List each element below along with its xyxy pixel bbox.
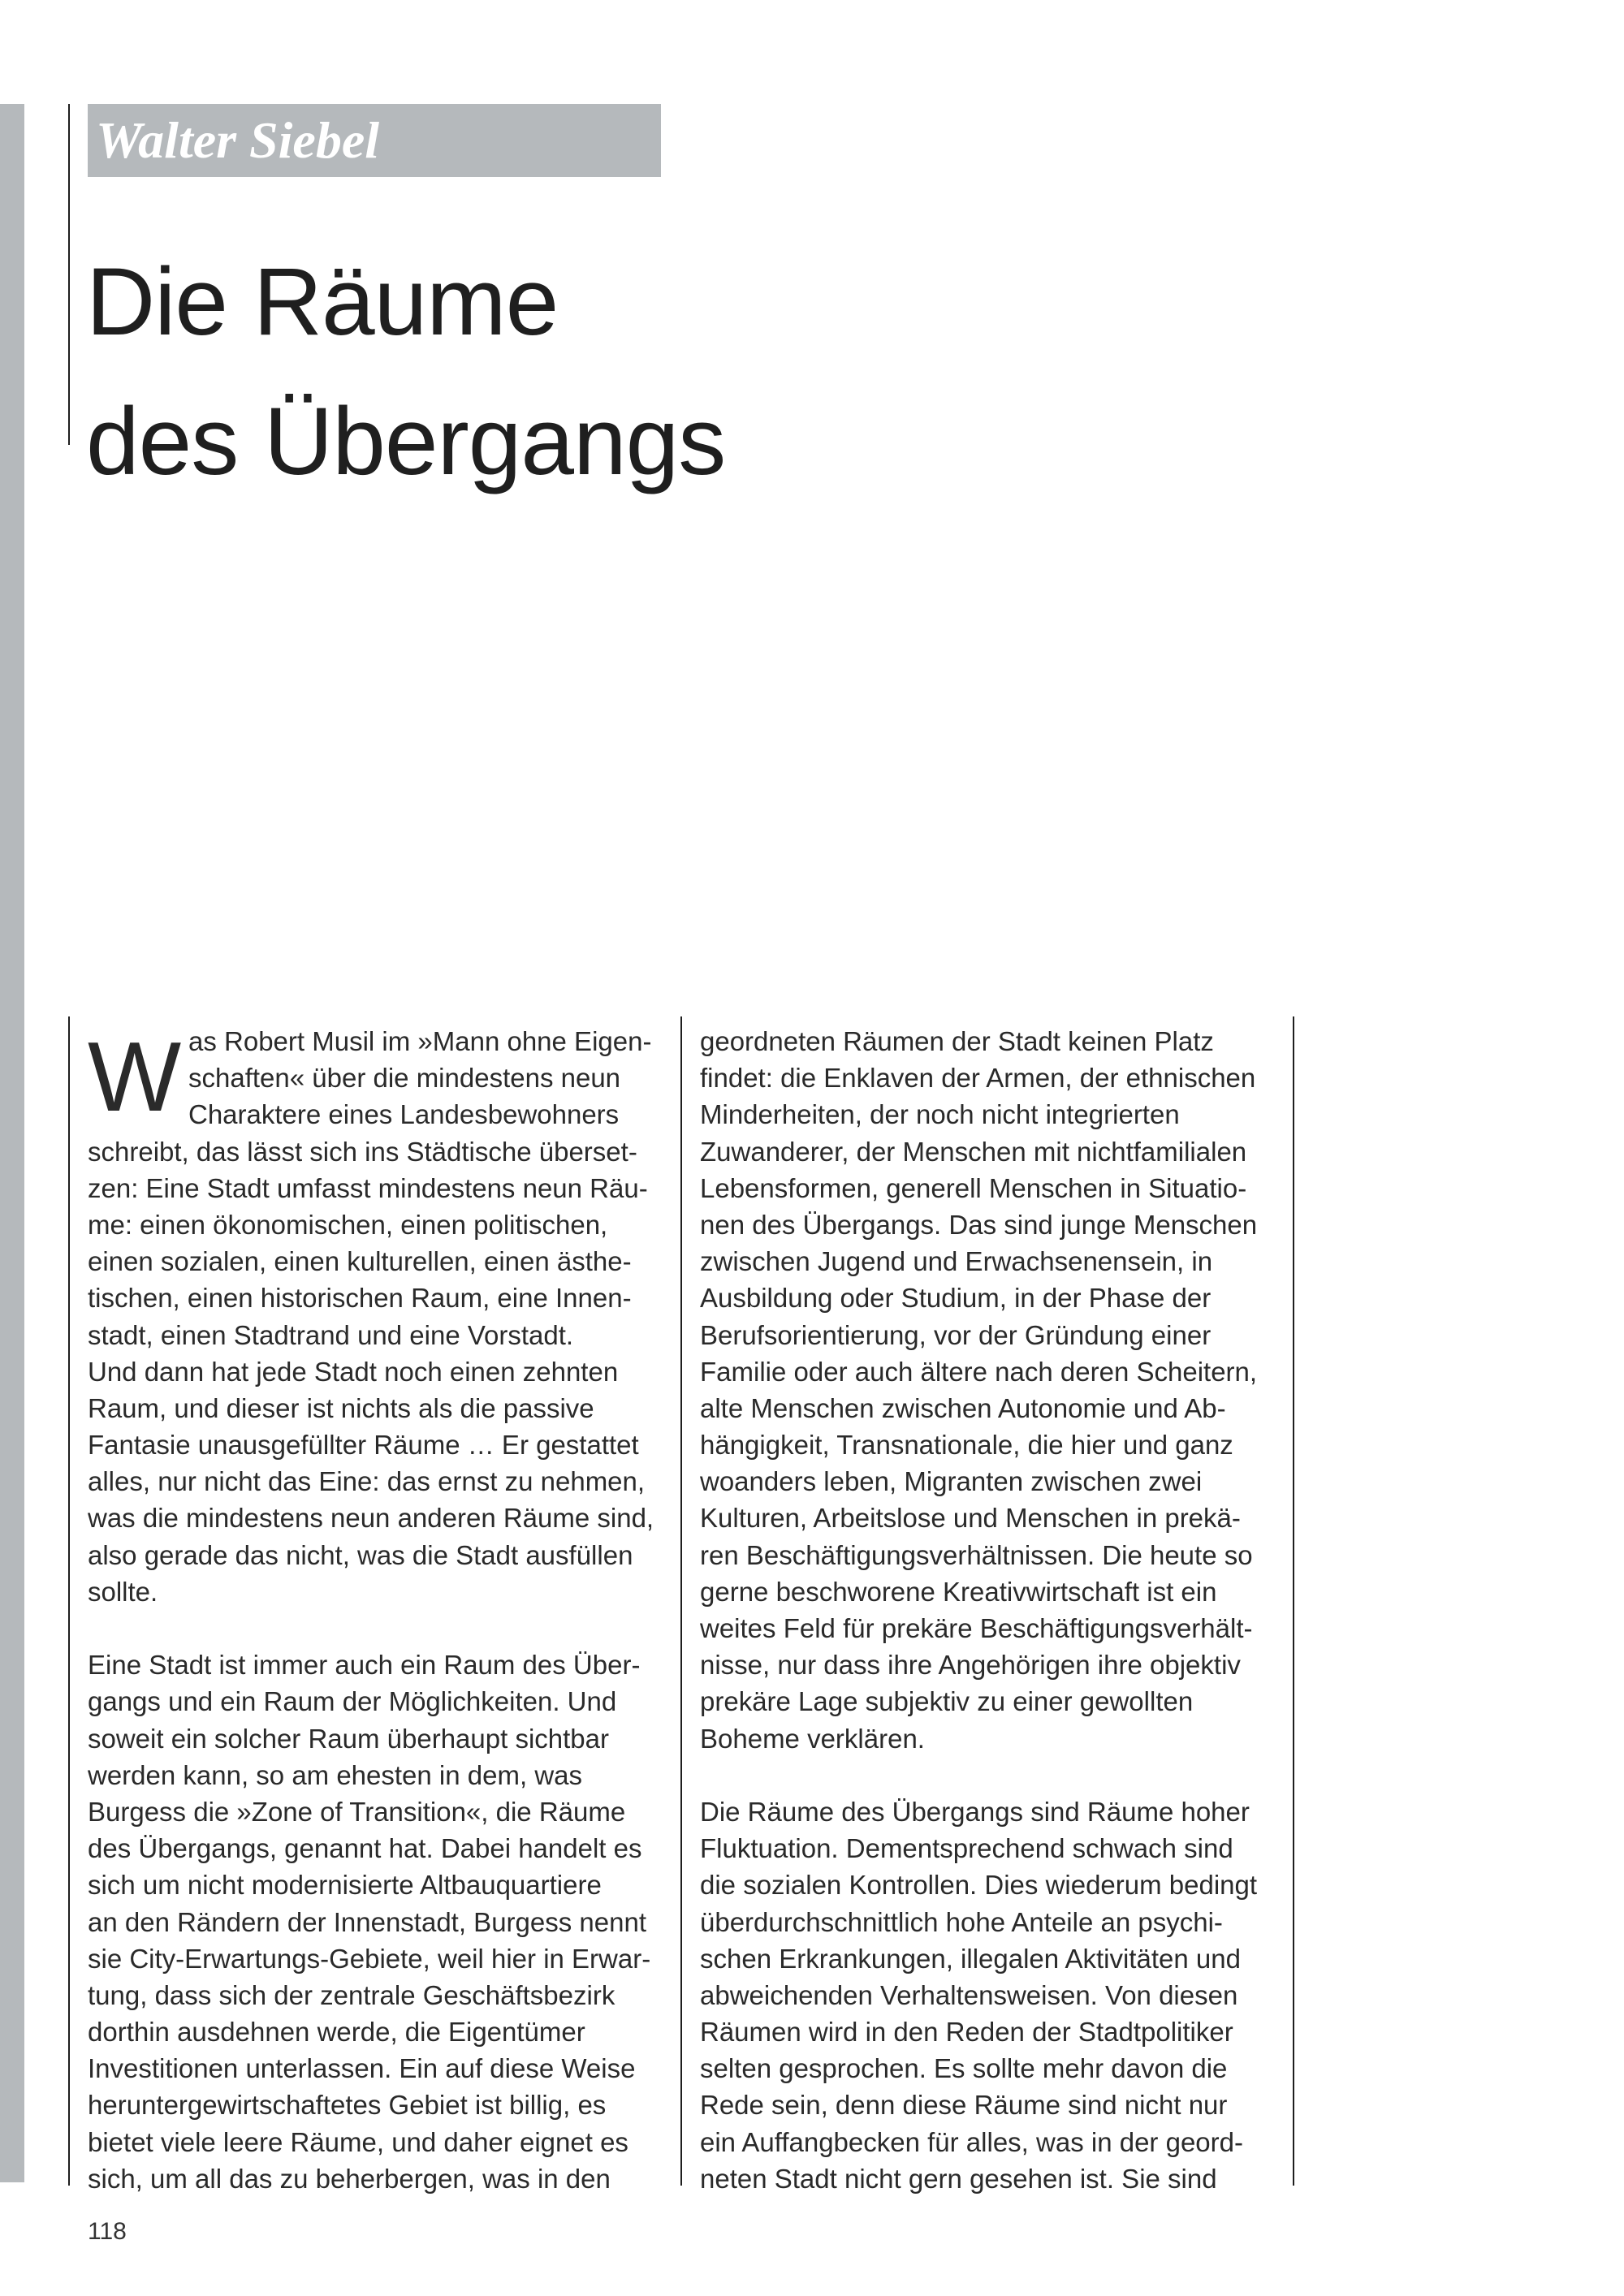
text-line: bietet viele leere Räume, und daher eignet es [88,2126,628,2157]
text-line: sollte. [88,1576,158,1607]
text-line: was die mindestens neun anderen Räume sind, [88,1503,654,1534]
title-line-2: des Übergangs [86,388,726,495]
text-line: Fluktuation. Dementsprechend schwach sind [700,1833,1233,1864]
text-line: soweit ein solcher Raum überhaupt sichtbar [88,1723,610,1754]
text-line: sich um nicht modernisierte Altbauquartiere [88,1870,602,1901]
paragraph-gap [88,1610,689,1646]
text-line: stadt, einen Stadtrand und eine Vorstadt. [88,1319,574,1350]
text-line: also gerade das nicht, was die Stadt ausfüllen [88,1539,633,1570]
text-line: nisse, nur dass ihre Angehörigen ihre objektiv [700,1650,1241,1681]
author-name: Walter Siebel [96,111,379,169]
text-line: gerne beschworene Kreativwirtschaft ist ein [700,1576,1217,1607]
text-line: me: einen ökonomischen, einen politischen, [88,1209,608,1240]
text-line: alte Menschen zwischen Autonomie und Ab- [700,1392,1226,1423]
column-rule-left [68,1016,70,2186]
text-line: as Robert Musil im »Mann ohne Eigen- [188,1026,652,1056]
text-line: überdurchschnittlich hohe Anteile an psychi- [700,1906,1223,1937]
text-line: nen des Übergangs. Das sind junge Menschen [700,1209,1258,1240]
text-line: an den Rändern der Innenstadt, Burgess nennt [88,1906,646,1937]
text-line: Und dann hat jede Stadt noch einen zehnten [88,1356,619,1387]
text-line: schen Erkrankungen, illegalen Aktivitäten und [700,1943,1241,1974]
text-line: dorthin ausdehnen werde, die Eigentümer [88,2017,585,2048]
text-line: zwischen Jugend und Erwachsenensein, in [700,1246,1213,1277]
text-line: Berufsorientierung, vor der Gründung einer [700,1319,1212,1350]
text-line: einen sozialen, einen kulturellen, einen ästhe- [88,1246,632,1277]
text-line: tischen, einen historischen Raum, eine Innen- [88,1283,632,1314]
text-line: sich, um all das zu beherbergen, was in den [88,2163,611,2194]
text-line: Zuwanderer, der Menschen mit nichtfamilialen [700,1136,1247,1167]
text-line: neten Stadt nicht gern gesehen ist. Sie sind [700,2163,1217,2194]
page-number: 118 [88,2218,127,2245]
text-line: ein Auffangbecken für alles, was in der geord- [700,2126,1243,2157]
text-line: Raum, und dieser ist nichts als die passive [88,1392,594,1423]
text-line: zen: Eine Stadt umfasst mindestens neun Räu- [88,1172,648,1203]
text-line: tung, dass sich der zentrale Geschäftsbezirk [88,1979,615,2010]
text-line: schaften« über die mindestens neun [188,1063,621,1094]
text-line: Rede sein, denn diese Räume sind nicht nur [700,2090,1228,2121]
paragraph-gap [700,1757,1301,1793]
text-line: des Übergangs, genannt hat. Dabei handelt es [88,1833,642,1864]
text-line: Boheme verklären. [700,1723,925,1754]
text-line: Fantasie unausgefüllter Räume … Er gestattet [88,1430,639,1461]
margin-color-band [0,104,24,2182]
text-line: alles, nur nicht das Eine: das ernst zu nehmen, [88,1466,646,1497]
text-line: Burgess die »Zone of Transition«, die Räume [88,1796,626,1827]
article-title [86,232,1060,511]
text-line: Minderheiten, der noch nicht integrierten [700,1099,1180,1130]
text-line: woanders leben, Migranten zwischen zwei [700,1466,1203,1497]
text-line: werden kann, so am ehesten in dem, was [88,1759,583,1790]
title-line-1: Die Räume [86,248,559,356]
author-banner [88,104,661,177]
text-column-1 [88,1023,689,2197]
text-line: Investitionen unterlassen. Ein auf diese Weise [88,2053,636,2084]
text-line: die sozialen Kontrollen. Dies wiederum bedingt [700,1870,1258,1901]
text-line: Lebensformen, generell Menschen in Situatio- [700,1172,1247,1203]
text-line: Eine Stadt ist immer auch ein Raum des Über- [88,1650,641,1681]
text-line: Familie oder auch ältere nach deren Scheitern, [700,1356,1258,1387]
text-line: abweichenden Verhaltensweisen. Von diesen [700,1979,1238,2010]
text-line: sie City-Erwartungs-Gebiete, weil hier in Erwar- [88,1943,651,1974]
text-line: schreibt, das lässt sich ins Städtische überset- [88,1136,637,1167]
text-line: Die Räume des Übergangs sind Räume hoher [700,1796,1250,1827]
text-line: Charaktere eines Landesbewohners [188,1099,620,1130]
text-line: weites Feld für prekäre Beschäftigungsverhält- [700,1613,1253,1643]
text-line: gangs und ein Raum der Möglichkeiten. Und [88,1686,617,1717]
text-line: ren Beschäftigungsverhältnissen. Die heute so [700,1539,1253,1570]
text-line: findet: die Enklaven der Armen, der ethnischen [700,1063,1256,1094]
text-line: Räumen wird in den Reden der Stadtpolitiker [700,2017,1233,2048]
title-vertical-rule [68,104,70,445]
text-line: hängigkeit, Transnationale, die hier und ganz [700,1430,1233,1461]
text-line: prekäre Lage subjektiv zu einer gewollten [700,1686,1194,1717]
text-line: geordneten Räumen der Stadt keinen Platz [700,1026,1214,1056]
text-column-2 [700,1023,1301,2197]
text-line: heruntergewirtschaftetes Gebiet ist billig, es [88,2090,607,2121]
text-line: selten gesprochen. Es sollte mehr davon die [700,2053,1228,2084]
text-line: Ausbildung oder Studium, in der Phase der [700,1283,1212,1314]
text-line: Kulturen, Arbeitslose und Menschen in prekä- [700,1503,1241,1534]
drop-cap: W [88,1021,182,1132]
